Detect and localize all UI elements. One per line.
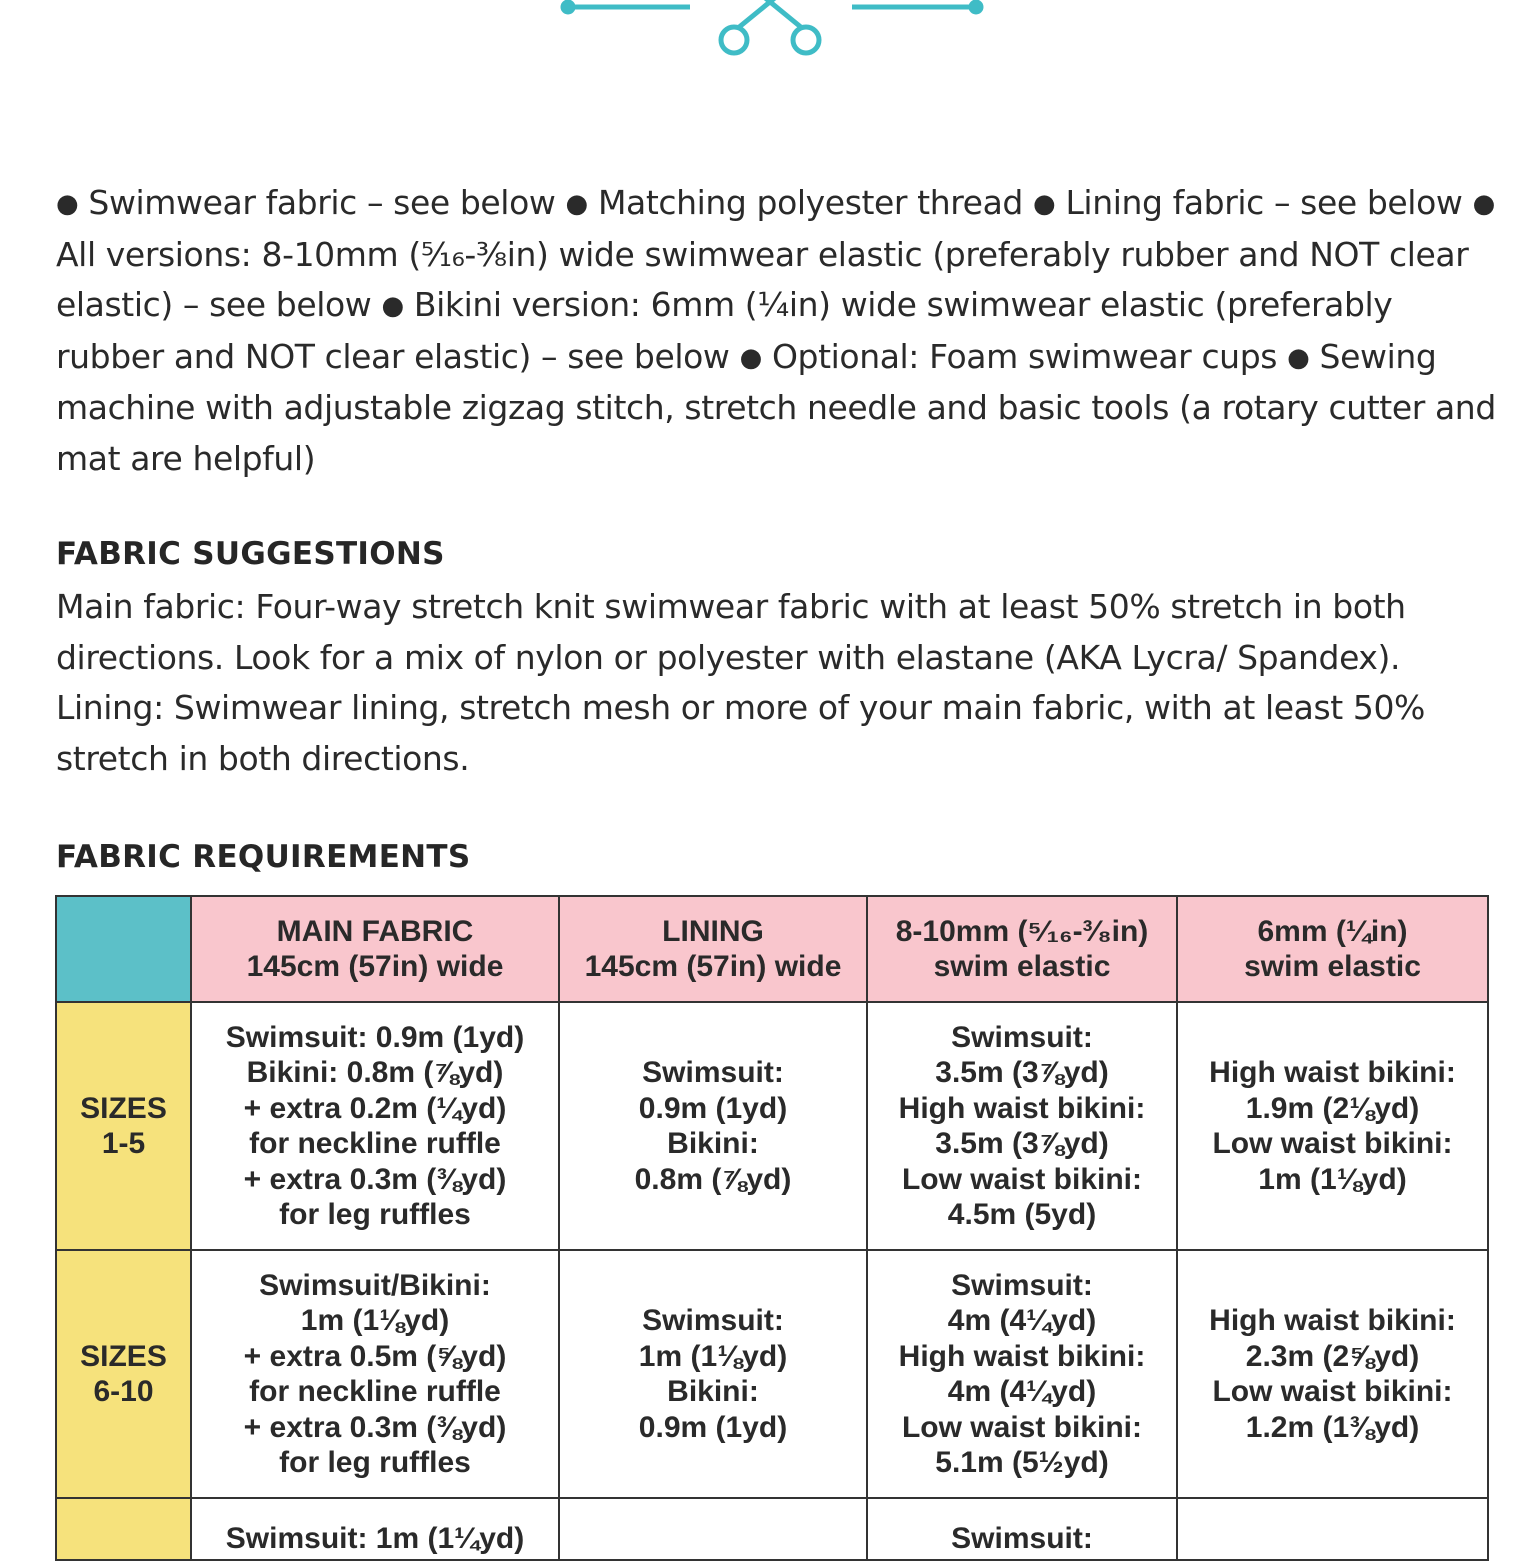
table-row [56,1250,1488,1498]
material-item: Sewing machine with adjustable zigzag stitch, stretch needle and basic tools (a rotary cutter and mat are helpful) [56,336,1496,478]
corner-cell [56,896,191,1002]
main-fabric-cell: Swimsuit: 1m (1¼yd) [191,1498,559,1560]
lining-cell: Swimsuit: 1m (1⅛yd) Bikini: 0.9m (1yd) [559,1250,867,1498]
bullet-icon: ● [381,291,404,321]
lining-cell [559,1498,867,1560]
column-header: 6mm (¼in) swim elastic [1177,896,1488,1002]
material-item: Matching polyester thread [597,183,1023,222]
scissors-ornament [550,0,990,70]
bullet-icon: ● [1033,189,1056,219]
column-header: MAIN FABRIC 145cm (57in) wide [191,896,559,1002]
fabric-requirements-table [55,895,1489,1561]
material-item: All versions: 8-10mm (⁵⁄₁₆-³⁄₈in) wide swimwear elastic (preferably rubber and NOT clear elastic) – see below [56,234,1469,324]
elastic-6mm-cell: High waist bikini: 1.9m (2⅛yd) Low waist bikini: 1m (1⅛yd) [1177,1002,1488,1250]
fabric-suggestions-heading: FABRIC SUGGESTIONS [56,536,445,572]
bullet-icon: ● [739,342,762,373]
elastic-10mm-cell: Swimsuit: [867,1498,1177,1560]
material-item: Bikini version: 6mm (¼in) wide swimwear elastic (preferably rubber and NOT clear elastic) – see below [56,285,1393,376]
materials-list [56,178,1496,484]
bullet-icon: ● [1472,189,1495,219]
bullet-icon: ● [565,189,588,219]
column-header: 8-10mm (⁵⁄₁₆-³⁄₈in) swim elastic [867,896,1177,1002]
material-item: Lining fabric – see below [1065,183,1463,222]
fabric-requirements-heading: FABRIC REQUIREMENTS [56,839,471,875]
table-row [56,1498,1488,1560]
elastic-6mm-cell [1177,1498,1488,1560]
scissors-icon [563,0,981,53]
main-fabric-cell: Swimsuit: 0.9m (1yd) Bikini: 0.8m (⅞yd) + extra 0.2m (¼yd) for neckline ruffle + extra 0.3m (⅜yd) for leg ruffles [191,1002,559,1250]
column-header: LINING 145cm (57in) wide [559,896,867,1002]
elastic-10mm-cell: Swimsuit: 4m (4¼yd) High waist bikini: 4m (4¼yd) Low waist bikini: 5.1m (5½yd) [867,1250,1177,1498]
elastic-10mm-cell: Swimsuit: 3.5m (3⅞yd) High waist bikini: 3.5m (3⅞yd) Low waist bikini: 4.5m (5yd) [867,1002,1177,1250]
fabric-suggestions-text: Main fabric: Four-way stretch knit swimwear fabric with at least 50% stretch in both directions. Look for a mix of nylon or polyester with elastane (AKA Lycra/ Spandex). Lining: Swimwear lining, stretch mesh or more of your main fabric, with at least 50% stretch in both directions. [56,587,1426,778]
table-header-row [56,896,1488,1002]
bullet-icon: ● [56,189,79,219]
table-row [56,1002,1488,1250]
material-item: Optional: Foam swimwear cups [771,336,1278,376]
main-fabric-cell: Swimsuit/Bikini: 1m (1⅛yd) + extra 0.5m (⅝yd) for neckline ruffle + extra 0.3m (⅜yd) for leg ruffles [191,1250,559,1498]
material-item: Swimwear fabric – see below [88,183,556,222]
size-cell: SIZES 1-5 [56,1002,191,1250]
lining-cell: Swimsuit: 0.9m (1yd) Bikini: 0.8m (⅞yd) [559,1002,867,1250]
elastic-6mm-cell: High waist bikini: 2.3m (2⅝yd) Low waist bikini: 1.2m (1⅜yd) [1177,1250,1488,1498]
bullet-icon: ● [1287,342,1310,373]
size-cell: SIZES 6-10 [56,1250,191,1498]
size-cell [56,1498,191,1560]
